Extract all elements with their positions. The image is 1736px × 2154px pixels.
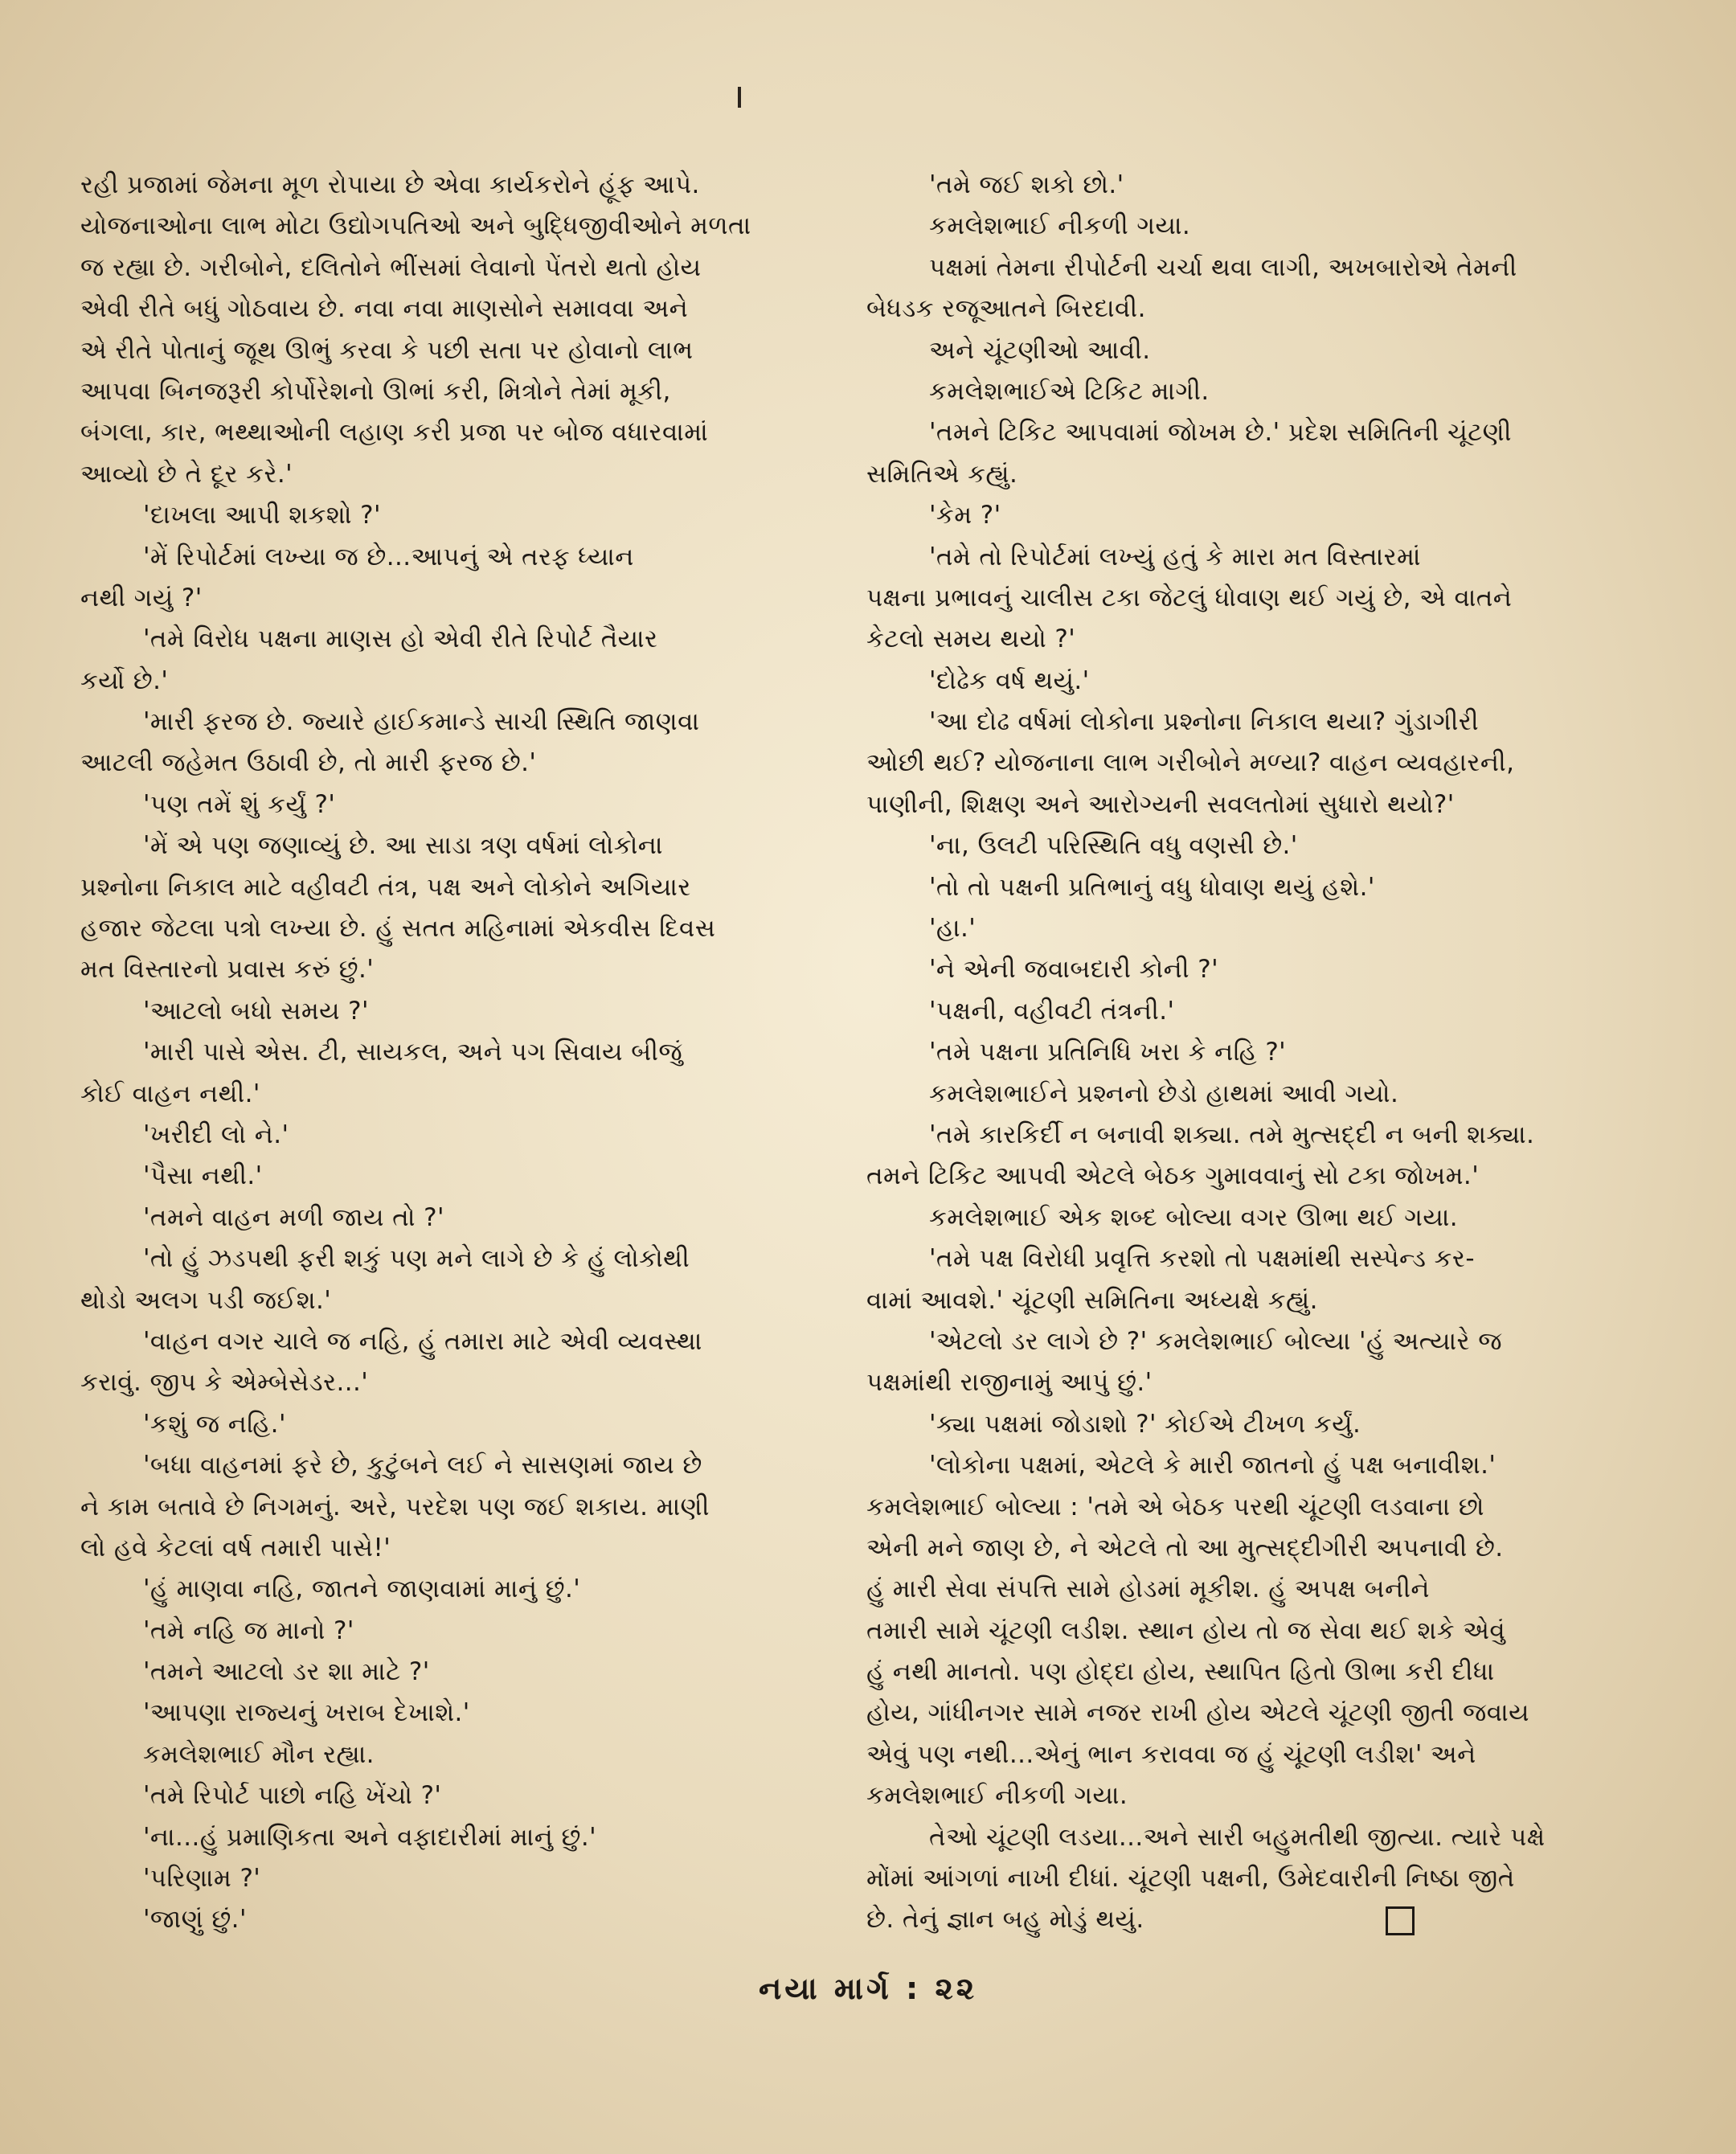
text-line: કોઈ વાહન નથી.' [80, 1079, 260, 1108]
text-line: કમલેશભાઈ બોલ્યા : 'તમે એ બેઠક પરથી ચૂંટણી લડવાના છો [866, 1492, 1484, 1521]
text-line: કમલેશભાઈએ ટિકિટ માગી. [929, 376, 1210, 406]
text-line: 'કશું જ નહિ.' [143, 1409, 286, 1439]
text-line: સમિતિએ કહ્યું. [866, 459, 1018, 489]
text-line: મોંમાં આંગળાં નાખી દીધાં. ચૂંટણી પક્ષની, ઉમેદવારીની નિષ્ઠા જીતે [866, 1864, 1515, 1894]
text-line: એની મને જાણ છે, ને એટલે તો આ મુત્સદ્દીગીરી અપનાવી છે. [866, 1533, 1504, 1562]
text-line: 'આ દોઢ વર્ષમાં લોકોના પ્રશ્નોના નિકાલ થયા? ગુંડાગીરી [929, 707, 1480, 737]
text-line: 'મારી ફરજ છે. જ્યારે હાઈકમાન્ડે સાચી સ્થિતિ જાણવા [143, 707, 700, 737]
text-line: 'પૈસા નથી.' [143, 1161, 263, 1191]
text-line: 'ક્યા પક્ષમાં જોડાશો ?' કોઈએ ટીખળ કર્યું. [929, 1409, 1361, 1439]
text-line: 'તમે પક્ષના પ્રતિનિધિ ખરા કે નહિ ?' [929, 1038, 1287, 1067]
text-line: 'આટલો બધો સમય ?' [143, 996, 369, 1026]
text-line: એવું પણ નથી...એનું ભાન કરાવવા જ હું ચૂંટણી લડીશ' અને [866, 1739, 1476, 1769]
text-line: 'તમને ટિકિટ આપવામાં જોખમ છે.' પ્રદેશ સમિતિની ચૂંટણી [929, 418, 1512, 448]
text-line: કમલેશભાઈ એક શબ્દ બોલ્યા વગર ઊભા થઈ ગયા. [929, 1202, 1458, 1232]
text-line: કર્યો છે.' [80, 665, 169, 695]
text-line: તેઓ ચૂંટણી લડયા...અને સારી બહુમતીથી જીત્યા. ત્યારે પક્ષે [929, 1822, 1546, 1852]
text-line: બંગલા, કાર, ભથ્થાઓની લહાણ કરી પ્રજા પર બોજ વધારવામાં [80, 418, 709, 448]
text-line: 'લોકોના પક્ષમાં, એટલે કે મારી જાતનો હું પક્ષ બનાવીશ.' [929, 1451, 1496, 1480]
text-line: કરાવું. જીપ કે એમ્બેસેડર...' [80, 1368, 369, 1398]
text-line: 'ના, ઉલટી પરિસ્થિતિ વધુ વણસી છે.' [929, 831, 1298, 861]
text-line: 'મેં રિપોર્ટમાં લખ્યા જ છે...આપનું એ તરફ ધ્યાન [143, 542, 634, 571]
text-line: બેધડક રજૂઆતને બિરદાવી. [866, 294, 1146, 324]
text-line: હોય, ગાંધીનગર સામે નજર રાખી હોય એટલે ચૂંટણી જીતી જવાય [866, 1698, 1529, 1728]
text-line: અને ચૂંટણીઓ આવી. [929, 335, 1151, 365]
text-line: ઓછી થઈ? યોજનાના લાભ ગરીબોને મળ્યા? વાહન વ્યવહારની, [866, 748, 1515, 778]
text-line: કમલેશભાઈને પ્રશ્નનો છેડો હાથમાં આવી ગયો. [929, 1079, 1399, 1108]
text-line: એ રીતે પોતાનું જૂથ ઊભું કરવા કે પછી સતા પર હોવાનો લાભ [80, 335, 694, 365]
text-line: તમારી સામે ચૂંટણી લડીશ. સ્થાન હોય તો જ સેવા થઈ શકે એવું [866, 1616, 1506, 1645]
text-line: થોડો અલગ પડી જઈશ.' [80, 1285, 332, 1315]
text-line: 'પણ તમેં શું કર્યું ?' [143, 789, 336, 819]
left-column [80, 165, 828, 1941]
text-line: વામાં આવશે.' ચૂંટણી સમિતિના અધ્યક્ષે કહ્યું. [866, 1285, 1318, 1315]
text-line: કમલેશભાઈ મૌન રહ્યા. [143, 1739, 375, 1769]
text-line: 'તમે જઈ શકો છો.' [929, 170, 1124, 199]
text-line: 'મારી પાસે એસ. ટી, સાયકલ, અને પગ સિવાય બીજું [143, 1038, 683, 1067]
right-column [866, 165, 1590, 1941]
text-line: એવી રીતે બધું ગોઠવાય છે. નવા નવા માણસોને સમાવવા અને [80, 294, 689, 324]
text-line: 'તમે વિરોધ પક્ષના માણસ હો એવી રીતે રિપોર્ટ તૈયાર [143, 624, 658, 654]
text-line: હજાર જેટલા પત્રો લખ્યા છે. હું સતત મહિનામાં એકવીસ દિવસ [80, 914, 716, 944]
text-line: આટલી જહેમત ઉઠાવી છે, તો મારી ફરજ છે.' [80, 748, 537, 778]
text-line: 'તમને વાહન મળી જાય તો ?' [143, 1202, 444, 1232]
text-line: 'તો તો પક્ષની પ્રતિભાનું વધુ ધોવાણ થયું હશે.' [929, 872, 1375, 902]
text-line: 'હું માણવા નહિ, જાતને જાણવામાં માનું છું.' [143, 1575, 581, 1604]
text-line: પક્ષમાં તેમના રીપોર્ટની ચર્ચા થવા લાગી, અખબારોએ તેમની [929, 252, 1517, 282]
text-line: 'તમે કારકિર્દી ન બનાવી શક્યા. તમે મુત્સદ્દી ન બની શક્યા. [929, 1120, 1535, 1149]
text-line: પક્ષના પ્રભાવનું ચાલીસ ટકા જેટલું ધોવાણ થઈ ગયું છે, એ વાતને [866, 583, 1513, 612]
text-line: 'તમે પક્ષ વિરોધી પ્રવૃત્તિ કરશો તો પક્ષમાંથી સસ્પેન્ડ કર- [929, 1244, 1475, 1274]
text-line: પાણીની, શિક્ષણ અને આરોગ્યની સવલતોમાં સુધારો થયો?' [866, 789, 1455, 819]
text-line: 'ને એની જવાબદારી કોની ?' [929, 955, 1219, 985]
text-line: 'પરિણામ ?' [143, 1864, 261, 1894]
text-line-content: છે. તેનું જ્ઞાન બહુ મોડું થયું. [866, 1905, 1144, 1935]
text-line: 'તો હું ઝડપથી ફરી શકું પણ મને લાગે છે કે હું લોકોથી [143, 1244, 690, 1274]
text-line: 'તમે નહિ જ માનો ?' [143, 1616, 354, 1645]
text-line: પક્ષમાંથી રાજીનામું આપું છું.' [866, 1368, 1153, 1398]
text-line: પ્રશ્નોના નિકાલ માટે વહીવટી તંત્ર, પક્ષ અને લોકોને અગિયાર [80, 872, 691, 902]
text-line: કમલેશભાઈ નીકળી ગયા. [866, 1781, 1128, 1811]
top-tick-mark [738, 87, 741, 108]
text-line: યોજનાઓના લાભ મોટા ઉદ્યોગપતિઓ અને બુદ્ધિજીવીઓને મળતા [80, 211, 751, 241]
page-footer: નયા માર્ગ : ૨૨ [758, 1971, 978, 2006]
text-line: 'ખરીદી લો ને.' [143, 1120, 289, 1149]
text-line: 'દાખલા આપી શકશો ?' [143, 501, 381, 530]
text-line: 'તમને આટલો ડર શા માટે ?' [143, 1657, 430, 1687]
text-line: મત વિસ્તારનો પ્રવાસ કરું છું.' [80, 955, 375, 985]
text-line: 'વાહન વગર ચાલે જ નહિ, હું તમારા માટે એવી વ્યવસ્થા [143, 1326, 702, 1356]
text-line: 'પક્ષની, વહીવટી તંત્રની.' [929, 996, 1175, 1026]
text-line: 'ના...હું પ્રમાણિકતા અને વફાદારીમાં માનું છું.' [143, 1822, 597, 1852]
text-line: તમને ટિકિટ આપવી એટલે બેઠક ગુમાવવાનું સો ટકા જોખમ.' [866, 1161, 1480, 1191]
text-line [866, 1899, 1590, 1940]
text-line: 'હા.' [929, 914, 976, 944]
text-line: 'એટલો ડર લાગે છે ?' કમલેશભાઈ બોલ્યા 'હું અત્યારે જ [929, 1326, 1502, 1356]
text-line: 'મેં એ પણ જણાવ્યું છે. આ સાડા ત્રણ વર્ષમાં લોકોના [143, 831, 663, 861]
text-line: 'બધા વાહનમાં ફરે છે, કુટુંબને લઈ ને સાસણમાં જાય છે [143, 1451, 702, 1480]
text-line: નથી ગયું ?' [80, 583, 203, 612]
text-line: જ રહ્યા છે. ગરીબોને, દલિતોને ભીંસમાં લેવાનો પેંતરો થતો હોય [80, 252, 702, 282]
text-line: 'જાણું છું.' [143, 1905, 247, 1935]
text-line: 'તમે તો રિપોર્ટમાં લખ્યું હતું કે મારા મત વિસ્તારમાં [929, 542, 1421, 571]
text-line: હું મારી સેવા સંપત્તિ સામે હોડમાં મૂકીશ. હું અપક્ષ બનીને [866, 1575, 1430, 1604]
text-line: આવ્યો છે તે દૂર કરે.' [80, 459, 293, 489]
text-line: લો હવે કેટલાં વર્ષ તમારી પાસે!' [80, 1533, 391, 1562]
text-line: ને કામ બતાવે છે નિગમનું. અરે, પરદેશ પણ જઈ શકાય. માણી [80, 1492, 710, 1521]
text-line: આપવા બિનજરૂરી કોર્પોરેશનો ઊભાં કરી, મિત્રોને તેમાં મૂકી, [80, 376, 671, 406]
text-line: 'આપણા રાજ્યનું ખરાબ દેખાશે.' [143, 1698, 470, 1728]
text-line: 'દોઢેક વર્ષ થયું.' [929, 665, 1090, 695]
text-line: રહી પ્રજામાં જેમના મૂળ રોપાયા છે એવા કાર્યકરોને હૂંફ આપે. [80, 170, 700, 199]
end-of-article-square-icon [1386, 1906, 1415, 1935]
text-line: કેટલો સમય થયો ?' [866, 624, 1076, 654]
text-line: હું નથી માનતો. પણ હોદ્દા હોય, સ્થાપિત હિતો ઊભા કરી દીધા [866, 1657, 1495, 1687]
text-line: કમલેશભાઈ નીકળી ગયા. [929, 211, 1191, 241]
text-line: 'કેમ ?' [929, 501, 1001, 530]
text-line: 'તમે રિપોર્ટ પાછો નહિ ખેંચો ?' [143, 1781, 442, 1811]
